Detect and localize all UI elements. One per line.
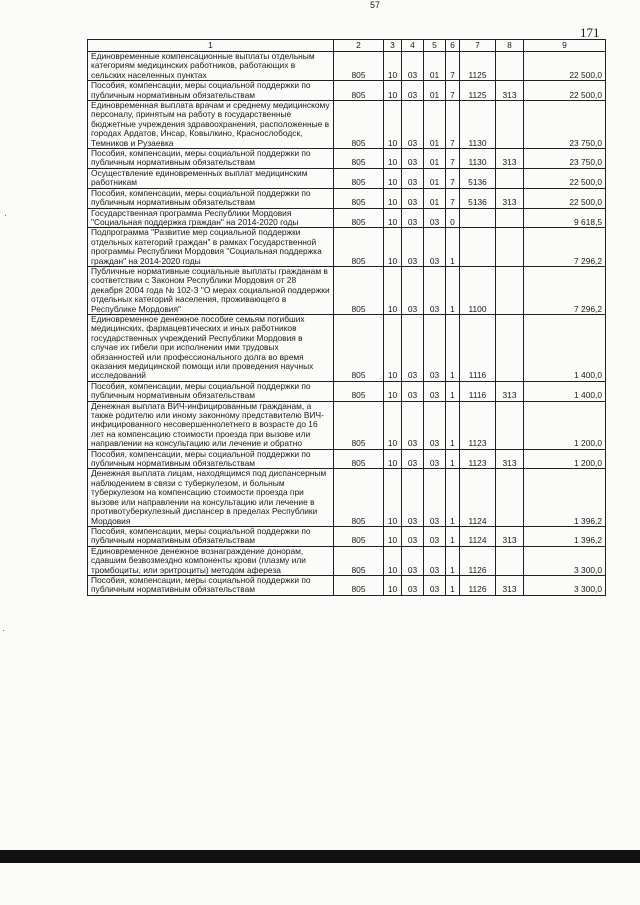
row-name: Пособия, компенсации, меры социальной поддержки по публичным нормативным обязательствам bbox=[88, 526, 334, 546]
table-row bbox=[88, 228, 606, 267]
row-subprogram: 0 bbox=[446, 208, 460, 228]
row-admin-code: 805 bbox=[334, 208, 384, 228]
row-expense-type bbox=[496, 101, 524, 149]
column-header: 3 bbox=[384, 40, 402, 52]
row-name: Единовременное денежное вознаграждение донорам, сдавшим безвозмездно компоненты крови (плазму или тромбоциты, или эритроциты) методом афереза bbox=[88, 546, 334, 575]
row-target-code: 1125 bbox=[460, 52, 496, 81]
table-row bbox=[88, 401, 606, 449]
row-subprogram: 1 bbox=[446, 526, 460, 546]
row-subprogram: 7 bbox=[446, 81, 460, 101]
row-admin-code: 805 bbox=[334, 469, 384, 526]
row-section: 10 bbox=[384, 228, 402, 267]
row-expense-type bbox=[496, 469, 524, 526]
row-section: 10 bbox=[384, 52, 402, 81]
table-row bbox=[88, 546, 606, 575]
row-amount: 1 200,0 bbox=[524, 449, 606, 469]
row-section: 10 bbox=[384, 81, 402, 101]
row-name: Подпрограмма "Развитие мер социальной поддержки отдельных категорий граждан" в рамках Государственной программы Республики Мордовия "Социальная поддержка граждан" на 2014-2020 годы bbox=[88, 228, 334, 267]
row-program: 03 bbox=[424, 228, 446, 267]
margin-mark: · bbox=[2, 625, 5, 635]
row-section: 10 bbox=[384, 266, 402, 314]
row-program: 03 bbox=[424, 449, 446, 469]
row-target-code: 5136 bbox=[460, 188, 496, 208]
row-subsection: 03 bbox=[402, 266, 424, 314]
row-target-code: 1124 bbox=[460, 469, 496, 526]
row-target-code bbox=[460, 208, 496, 228]
row-target-code bbox=[460, 228, 496, 267]
row-program: 03 bbox=[424, 526, 446, 546]
row-subprogram: 1 bbox=[446, 228, 460, 267]
row-admin-code: 805 bbox=[334, 81, 384, 101]
row-admin-code: 805 bbox=[334, 575, 384, 595]
row-amount: 1 396,2 bbox=[524, 469, 606, 526]
row-amount: 22 500,0 bbox=[524, 188, 606, 208]
row-admin-code: 805 bbox=[334, 266, 384, 314]
row-program: 01 bbox=[424, 52, 446, 81]
row-admin-code: 805 bbox=[334, 101, 384, 149]
table-row bbox=[88, 149, 606, 169]
table-row bbox=[88, 188, 606, 208]
row-expense-type bbox=[496, 168, 524, 188]
row-program: 03 bbox=[424, 208, 446, 228]
table-row bbox=[88, 575, 606, 595]
row-target-code: 1130 bbox=[460, 149, 496, 169]
row-subsection: 03 bbox=[402, 449, 424, 469]
row-target-code: 1125 bbox=[460, 81, 496, 101]
column-header: 9 bbox=[524, 40, 606, 52]
column-header: 5 bbox=[424, 40, 446, 52]
row-name: Единовременные компенсационные выплаты отдельным категориям медицинских работников, работающих в сельских населенных пунктах bbox=[88, 52, 334, 81]
row-program: 03 bbox=[424, 314, 446, 381]
row-section: 10 bbox=[384, 149, 402, 169]
row-section: 10 bbox=[384, 546, 402, 575]
row-admin-code: 805 bbox=[334, 314, 384, 381]
row-expense-type bbox=[496, 314, 524, 381]
row-amount: 3 300,0 bbox=[524, 575, 606, 595]
row-subsection: 03 bbox=[402, 188, 424, 208]
row-amount: 23 750,0 bbox=[524, 149, 606, 169]
row-amount: 23 750,0 bbox=[524, 101, 606, 149]
row-target-code: 1123 bbox=[460, 401, 496, 449]
row-amount: 1 396,2 bbox=[524, 526, 606, 546]
row-admin-code: 805 bbox=[334, 228, 384, 267]
table-header-row bbox=[88, 40, 606, 52]
table-row bbox=[88, 449, 606, 469]
row-subsection: 03 bbox=[402, 228, 424, 267]
row-admin-code: 805 bbox=[334, 168, 384, 188]
row-admin-code: 805 bbox=[334, 526, 384, 546]
row-name: Пособия, компенсации, меры социальной поддержки по публичным нормативным обязательствам bbox=[88, 149, 334, 169]
scan-edge-bar bbox=[0, 850, 640, 863]
row-target-code: 1116 bbox=[460, 314, 496, 381]
row-subprogram: 1 bbox=[446, 546, 460, 575]
row-expense-type bbox=[496, 228, 524, 267]
row-subsection: 03 bbox=[402, 52, 424, 81]
row-amount: 7 296,2 bbox=[524, 266, 606, 314]
table-row bbox=[88, 526, 606, 546]
row-name: Единовременное денежное пособие семьям погибших медицинских, фармацевтических и иных работников государственных учреждений Республики Мордовия в случае их гибели при исполнении ими трудовых обязанностей или профессионального долга во время оказания медицинской помощи или проведения научных исследований bbox=[88, 314, 334, 381]
row-section: 10 bbox=[384, 314, 402, 381]
row-target-code: 1124 bbox=[460, 526, 496, 546]
row-program: 01 bbox=[424, 168, 446, 188]
row-target-code: 1100 bbox=[460, 266, 496, 314]
row-section: 10 bbox=[384, 401, 402, 449]
row-admin-code: 805 bbox=[334, 546, 384, 575]
row-subsection: 03 bbox=[402, 526, 424, 546]
row-subsection: 03 bbox=[402, 314, 424, 381]
row-subsection: 03 bbox=[402, 81, 424, 101]
column-header: 7 bbox=[460, 40, 496, 52]
row-amount: 1 400,0 bbox=[524, 314, 606, 381]
row-subsection: 03 bbox=[402, 381, 424, 401]
row-program: 03 bbox=[424, 381, 446, 401]
row-target-code: 1116 bbox=[460, 381, 496, 401]
column-header: 2 bbox=[334, 40, 384, 52]
row-expense-type: 313 bbox=[496, 575, 524, 595]
row-target-code: 1126 bbox=[460, 575, 496, 595]
row-target-code: 1126 bbox=[460, 546, 496, 575]
budget-table bbox=[87, 39, 606, 596]
row-admin-code: 805 bbox=[334, 401, 384, 449]
row-expense-type: 313 bbox=[496, 526, 524, 546]
margin-mark: · bbox=[4, 210, 7, 220]
table-row bbox=[88, 52, 606, 81]
row-subprogram: 1 bbox=[446, 314, 460, 381]
row-subsection: 03 bbox=[402, 149, 424, 169]
column-header: 8 bbox=[496, 40, 524, 52]
row-program: 03 bbox=[424, 575, 446, 595]
row-admin-code: 805 bbox=[334, 188, 384, 208]
row-program: 01 bbox=[424, 101, 446, 149]
row-section: 10 bbox=[384, 469, 402, 526]
row-subsection: 03 bbox=[402, 575, 424, 595]
row-section: 10 bbox=[384, 381, 402, 401]
row-expense-type bbox=[496, 266, 524, 314]
row-subsection: 03 bbox=[402, 401, 424, 449]
row-program: 01 bbox=[424, 149, 446, 169]
row-expense-type bbox=[496, 401, 524, 449]
table-row bbox=[88, 314, 606, 381]
row-amount: 22 500,0 bbox=[524, 52, 606, 81]
table-row bbox=[88, 469, 606, 526]
row-subprogram: 1 bbox=[446, 401, 460, 449]
row-expense-type: 313 bbox=[496, 149, 524, 169]
page-number: 171 bbox=[580, 25, 600, 40]
row-subsection: 03 bbox=[402, 208, 424, 228]
table-body bbox=[88, 52, 606, 596]
row-program: 01 bbox=[424, 81, 446, 101]
row-name: Денежная выплата ВИЧ-инфицированным гражданам, а также родителю или иному законному представителю ВИЧ-инфицированного несовершеннолетнего в возрасте до 16 лет на компенсацию стоимости проезда при вызове или направлении на консультацию или лечение и обратно bbox=[88, 401, 334, 449]
row-expense-type: 313 bbox=[496, 449, 524, 469]
row-program: 03 bbox=[424, 266, 446, 314]
row-name: Пособия, компенсации, меры социальной поддержки по публичным нормативным обязательствам bbox=[88, 449, 334, 469]
row-subprogram: 7 bbox=[446, 101, 460, 149]
row-subprogram: 7 bbox=[446, 188, 460, 208]
row-subsection: 03 bbox=[402, 546, 424, 575]
row-name: Пособия, компенсации, меры социальной поддержки по публичным нормативным обязательствам bbox=[88, 188, 334, 208]
row-expense-type bbox=[496, 546, 524, 575]
row-admin-code: 805 bbox=[334, 381, 384, 401]
row-name: Единовременная выплата врачам и среднему медицинскому персоналу, принятым на работу в государственные бюджетные учреждения здравоохранения, расположенные в городах Ардатов, Инсар, Ковылкино, Краснослободск, Темников и Рузаевка bbox=[88, 101, 334, 149]
row-program: 03 bbox=[424, 469, 446, 526]
row-expense-type bbox=[496, 208, 524, 228]
row-name: Пособия, компенсации, меры социальной поддержки по публичным нормативным обязательствам bbox=[88, 381, 334, 401]
row-section: 10 bbox=[384, 575, 402, 595]
row-name: Публичные нормативные социальные выплаты гражданам в соответствии с Законом Республики Мордовия от 28 декабря 2004 года № 102-З "О мерах социальной поддержки отдельных категорий населения, проживающего в Республике Мордовия" bbox=[88, 266, 334, 314]
row-section: 10 bbox=[384, 208, 402, 228]
row-expense-type: 313 bbox=[496, 81, 524, 101]
row-name: Осуществление единовременных выплат медицинским работникам bbox=[88, 168, 334, 188]
row-amount: 1 200,0 bbox=[524, 401, 606, 449]
row-admin-code: 805 bbox=[334, 149, 384, 169]
row-section: 10 bbox=[384, 168, 402, 188]
row-program: 01 bbox=[424, 188, 446, 208]
row-subprogram: 7 bbox=[446, 52, 460, 81]
row-target-code: 1123 bbox=[460, 449, 496, 469]
table-row bbox=[88, 266, 606, 314]
row-section: 10 bbox=[384, 188, 402, 208]
row-admin-code: 805 bbox=[334, 449, 384, 469]
row-amount: 1 400,0 bbox=[524, 381, 606, 401]
row-subprogram: 1 bbox=[446, 381, 460, 401]
row-amount: 22 500,0 bbox=[524, 81, 606, 101]
row-name: Государственная программа Республики Мордовия "Социальная поддержка граждан" на 2014-2020 годы bbox=[88, 208, 334, 228]
row-amount: 9 618,5 bbox=[524, 208, 606, 228]
row-subsection: 03 bbox=[402, 469, 424, 526]
row-section: 10 bbox=[384, 101, 402, 149]
column-header: 1 bbox=[88, 40, 334, 52]
row-subprogram: 1 bbox=[446, 469, 460, 526]
row-name: Пособия, компенсации, меры социальной поддержки по публичным нормативным обязательствам bbox=[88, 81, 334, 101]
row-subprogram: 7 bbox=[446, 168, 460, 188]
column-header: 6 bbox=[446, 40, 460, 52]
row-name: Пособия, компенсации, меры социальной поддержки по публичным нормативным обязательствам bbox=[88, 575, 334, 595]
row-section: 10 bbox=[384, 526, 402, 546]
top-mark: 57 bbox=[370, 0, 381, 10]
row-amount: 7 296,2 bbox=[524, 228, 606, 267]
row-subprogram: 1 bbox=[446, 266, 460, 314]
table-row bbox=[88, 81, 606, 101]
table-row bbox=[88, 381, 606, 401]
row-program: 03 bbox=[424, 546, 446, 575]
row-subprogram: 7 bbox=[446, 149, 460, 169]
row-name: Денежная выплата лицам, находящимся под диспансерным наблюдением в связи с туберкулезом, и больным туберкулезом на компенсацию стоимости проезда при вызове или направлении на консультацию или лечение в противотуберкулезный диспансер в пределах Республики Мордовия bbox=[88, 469, 334, 526]
row-section: 10 bbox=[384, 449, 402, 469]
column-header: 4 bbox=[402, 40, 424, 52]
table-row bbox=[88, 208, 606, 228]
row-program: 03 bbox=[424, 401, 446, 449]
row-admin-code: 805 bbox=[334, 52, 384, 81]
row-subprogram: 1 bbox=[446, 449, 460, 469]
table-row bbox=[88, 101, 606, 149]
row-subsection: 03 bbox=[402, 101, 424, 149]
row-expense-type bbox=[496, 52, 524, 81]
row-subsection: 03 bbox=[402, 168, 424, 188]
table-row bbox=[88, 168, 606, 188]
row-expense-type: 313 bbox=[496, 188, 524, 208]
row-expense-type: 313 bbox=[496, 381, 524, 401]
row-target-code: 5136 bbox=[460, 168, 496, 188]
row-subprogram: 1 bbox=[446, 575, 460, 595]
row-amount: 22 500,0 bbox=[524, 168, 606, 188]
row-amount: 3 300,0 bbox=[524, 546, 606, 575]
row-target-code: 1130 bbox=[460, 101, 496, 149]
